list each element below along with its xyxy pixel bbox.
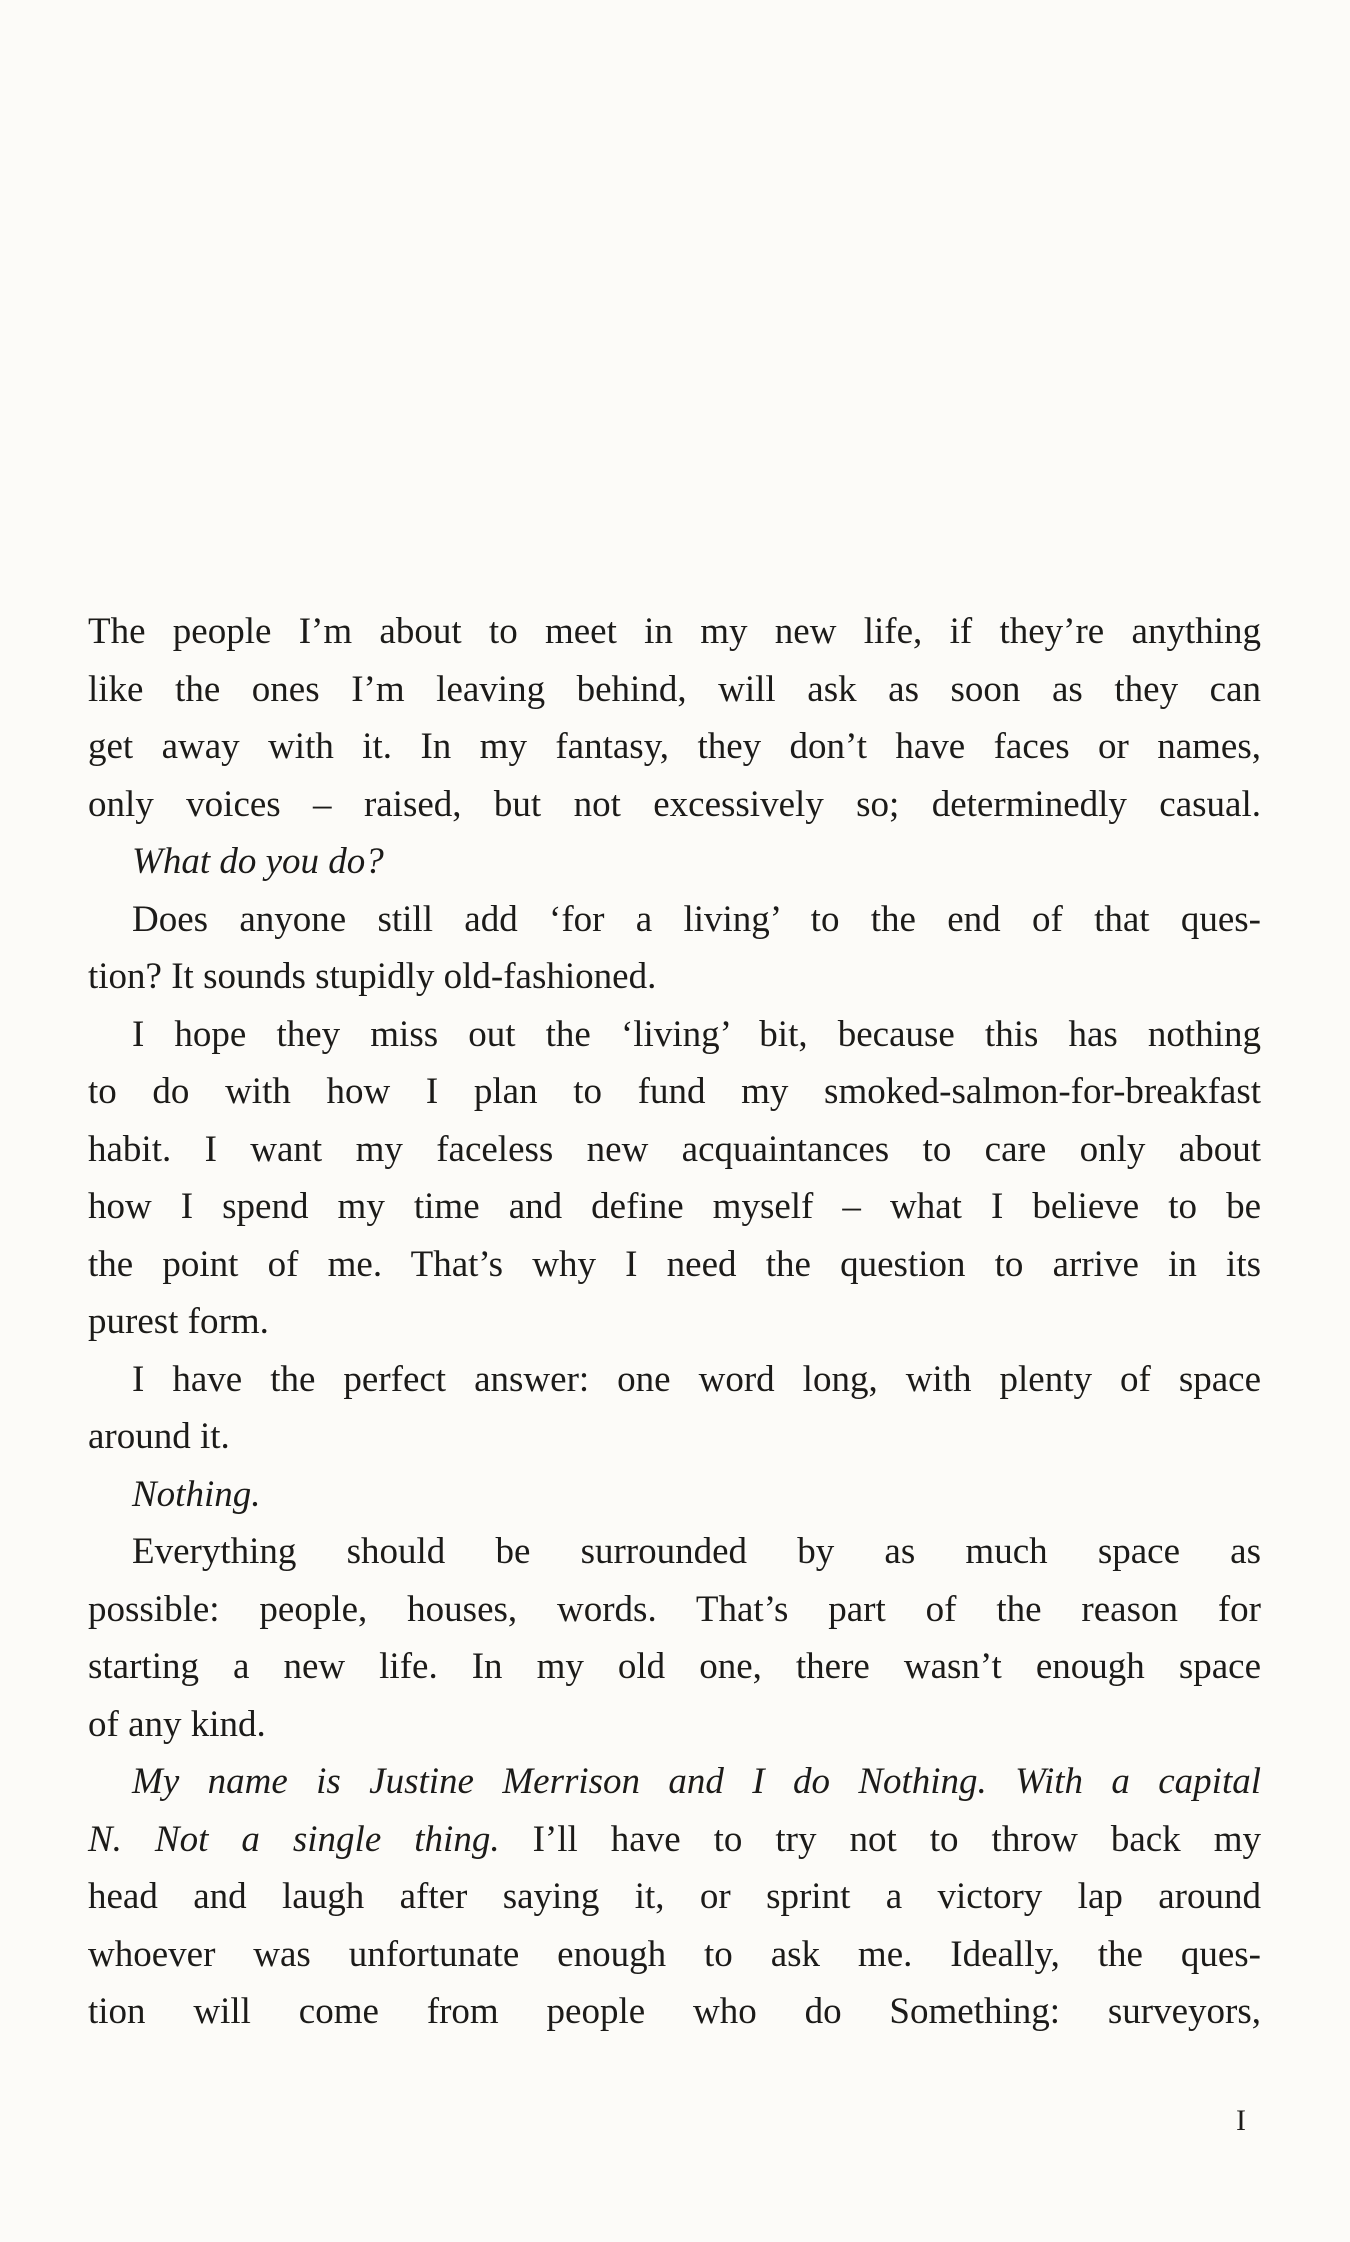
italic-text: My name is Justine Merrison and I do Nothing. With a capital (132, 1761, 1261, 1802)
body-text (88, 603, 1261, 2041)
italic-text: What do you do? (132, 841, 384, 882)
text-line: whoever was unfortunate enough to ask me. Ideally, the ques- (88, 1933, 1261, 1975)
text-line: starting a new life. In my old one, there wasn’t enough space (88, 1646, 1261, 1687)
text-line: Everything should be surrounded by as much space as (132, 1531, 1261, 1572)
text-line: purest form. (88, 1301, 269, 1342)
text-line: tion? It sounds stupidly old-fashioned. (88, 956, 657, 997)
text-line: head and laugh after saying it, or sprint a victory lap around (88, 1876, 1261, 1917)
text-line: of any kind. (88, 1703, 266, 1745)
paragraph-1 (88, 603, 1261, 833)
text-line: tion will come from people who do Something: surveyors, (88, 1991, 1261, 2032)
paragraph-7 (88, 1523, 1261, 1753)
paragraph-8 (88, 1753, 1261, 2041)
paragraph-5 (88, 1351, 1261, 1466)
text-line: possible: people, houses, words. That’s part of the reason for (88, 1588, 1261, 1630)
paragraph-3 (88, 891, 1261, 1006)
text-line: like the ones I’m leaving behind, will ask as soon as they can (88, 668, 1261, 710)
text-line (88, 833, 1261, 891)
text-line (88, 1753, 1261, 1811)
italic-text: N. Not a single thing. (88, 1818, 500, 1860)
text-line (88, 1466, 1261, 1524)
text-line: I have the perfect answer: one word long, with plenty of space (132, 1358, 1261, 1400)
text-line: around it. (88, 1416, 230, 1457)
text-line: how I spend my time and define myself – what I believe to be (88, 1186, 1261, 1227)
page-number: I (1236, 2104, 1246, 2137)
text-line: only voices – raised, but not excessively so; determinedly casual. (88, 783, 1261, 825)
italic-text: Nothing. (132, 1473, 261, 1515)
text-line: habit. I want my faceless new acquaintances to care only about (88, 1128, 1261, 1170)
text-line (88, 1811, 1261, 1869)
paragraph-2 (88, 833, 1261, 891)
text-line: to do with how I plan to fund my smoked-salmon-for-breakfast (88, 1071, 1261, 1112)
text-line: I hope they miss out the ‘living’ bit, because this has nothing (132, 1013, 1261, 1055)
text-line: Does anyone still add ‘for a living’ to the end of that ques- (132, 898, 1261, 940)
text-fragment: I’ll have to try not to throw back my (499, 1818, 1262, 1860)
paragraph-4 (88, 1006, 1261, 1351)
text-line: get away with it. In my fantasy, they don’t have faces or names, (88, 726, 1261, 767)
text-line: The people I’m about to meet in my new life, if they’re anything (88, 611, 1261, 652)
paragraph-6 (88, 1466, 1261, 1524)
text-line: the point of me. That’s why I need the question to arrive in its (88, 1243, 1261, 1285)
